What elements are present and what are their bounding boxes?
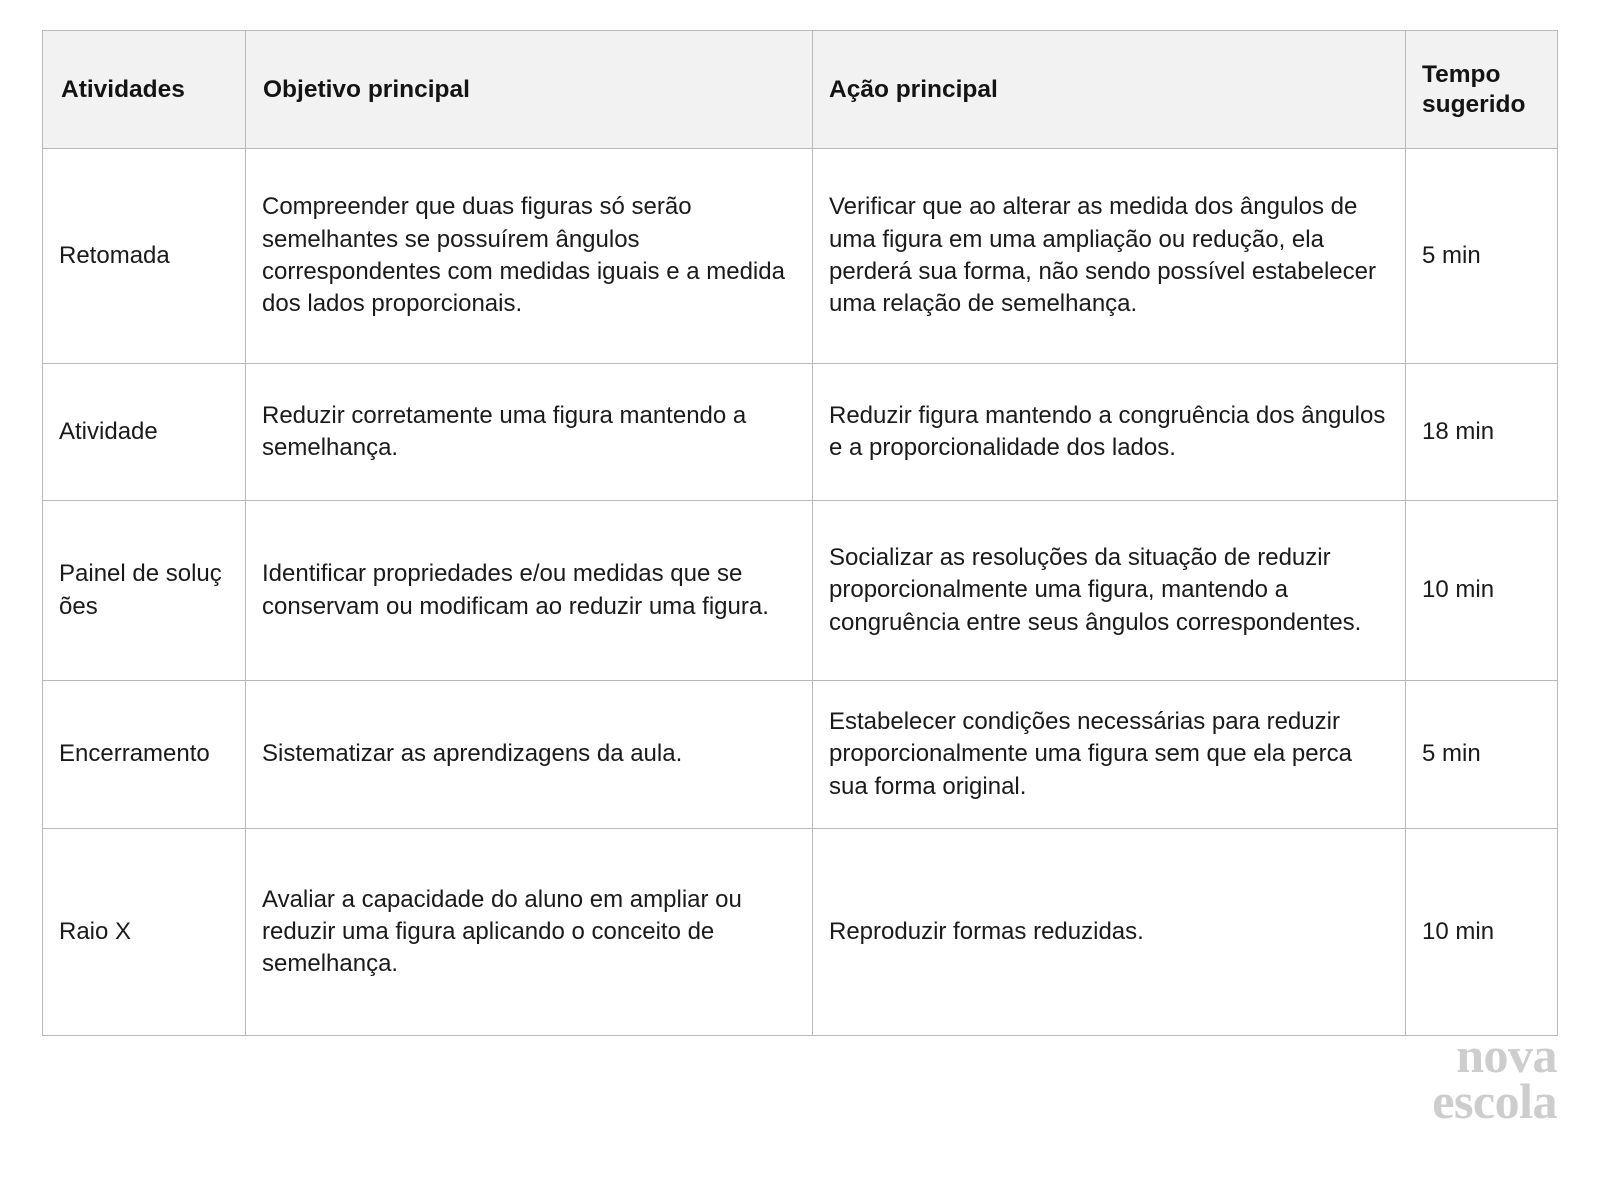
cell-tempo: 18 min	[1406, 364, 1558, 501]
table-row	[43, 681, 1558, 829]
activity-plan-table	[42, 30, 1558, 1036]
table-header-row	[43, 31, 1558, 149]
cell-objetivo: Reduzir corretamente uma figura mantendo a semelhança.	[246, 364, 813, 501]
cell-objetivo: Identificar propriedades e/ou medidas que se conservam ou modificam ao reduzir uma figura.	[246, 501, 813, 681]
cell-atividade: Retomada	[43, 149, 246, 364]
cell-acao: Reproduzir formas reduzidas.	[813, 829, 1406, 1036]
cell-acao: Estabelecer condições necessárias para reduzir proporcionalmente uma figura sem que ela perca sua forma original.	[813, 681, 1406, 829]
table-row	[43, 501, 1558, 681]
cell-tempo: 5 min	[1406, 149, 1558, 364]
cell-objetivo: Compreender que duas figuras só serão semelhantes se possuírem ângulos correspondentes com medidas iguais e a medida dos lados proporcionais.	[246, 149, 813, 364]
column-header-acao-principal: Ação principal	[813, 31, 1406, 149]
cell-atividade: Painel de soluções	[43, 501, 246, 681]
cell-acao: Socializar as resoluções da situação de reduzir proporcionalmente uma figura, mantendo a congruência entre seus ângulos correspondentes.	[813, 501, 1406, 681]
column-header-objetivo-principal: Objetivo principal	[246, 31, 813, 149]
logo-text-nova: nova	[1456, 1027, 1557, 1083]
column-header-tempo-sugerido: Tempo sugerido	[1406, 31, 1558, 149]
table-row	[43, 829, 1558, 1036]
cell-objetivo: Sistematizar as aprendizagens da aula.	[246, 681, 813, 829]
cell-objetivo: Avaliar a capacidade do aluno em ampliar ou reduzir uma figura aplicando o conceito de semelhança.	[246, 829, 813, 1036]
column-header-atividades: Atividades	[43, 31, 246, 149]
cell-tempo: 5 min	[1406, 681, 1558, 829]
cell-atividade: Encerramento	[43, 681, 246, 829]
table-row	[43, 149, 1558, 364]
activity-plan-table-container	[42, 30, 1557, 1036]
cell-acao: Verificar que ao alterar as medida dos ângulos de uma figura em uma ampliação ou redução, ela perderá sua forma, não sendo possível estabelecer uma relação de semelhança.	[813, 149, 1406, 364]
cell-atividade: Atividade	[43, 364, 246, 501]
nova-escola-logo	[1347, 1027, 1557, 1129]
cell-atividade: Raio X	[43, 829, 246, 1036]
cell-tempo: 10 min	[1406, 501, 1558, 681]
logo-text-escola: escola	[1432, 1073, 1557, 1129]
cell-tempo: 10 min	[1406, 829, 1558, 1036]
table-header	[43, 31, 1558, 149]
cell-acao: Reduzir figura mantendo a congruência dos ângulos e a proporcionalidade dos lados.	[813, 364, 1406, 501]
table-row	[43, 364, 1558, 501]
table-body	[43, 149, 1558, 1036]
